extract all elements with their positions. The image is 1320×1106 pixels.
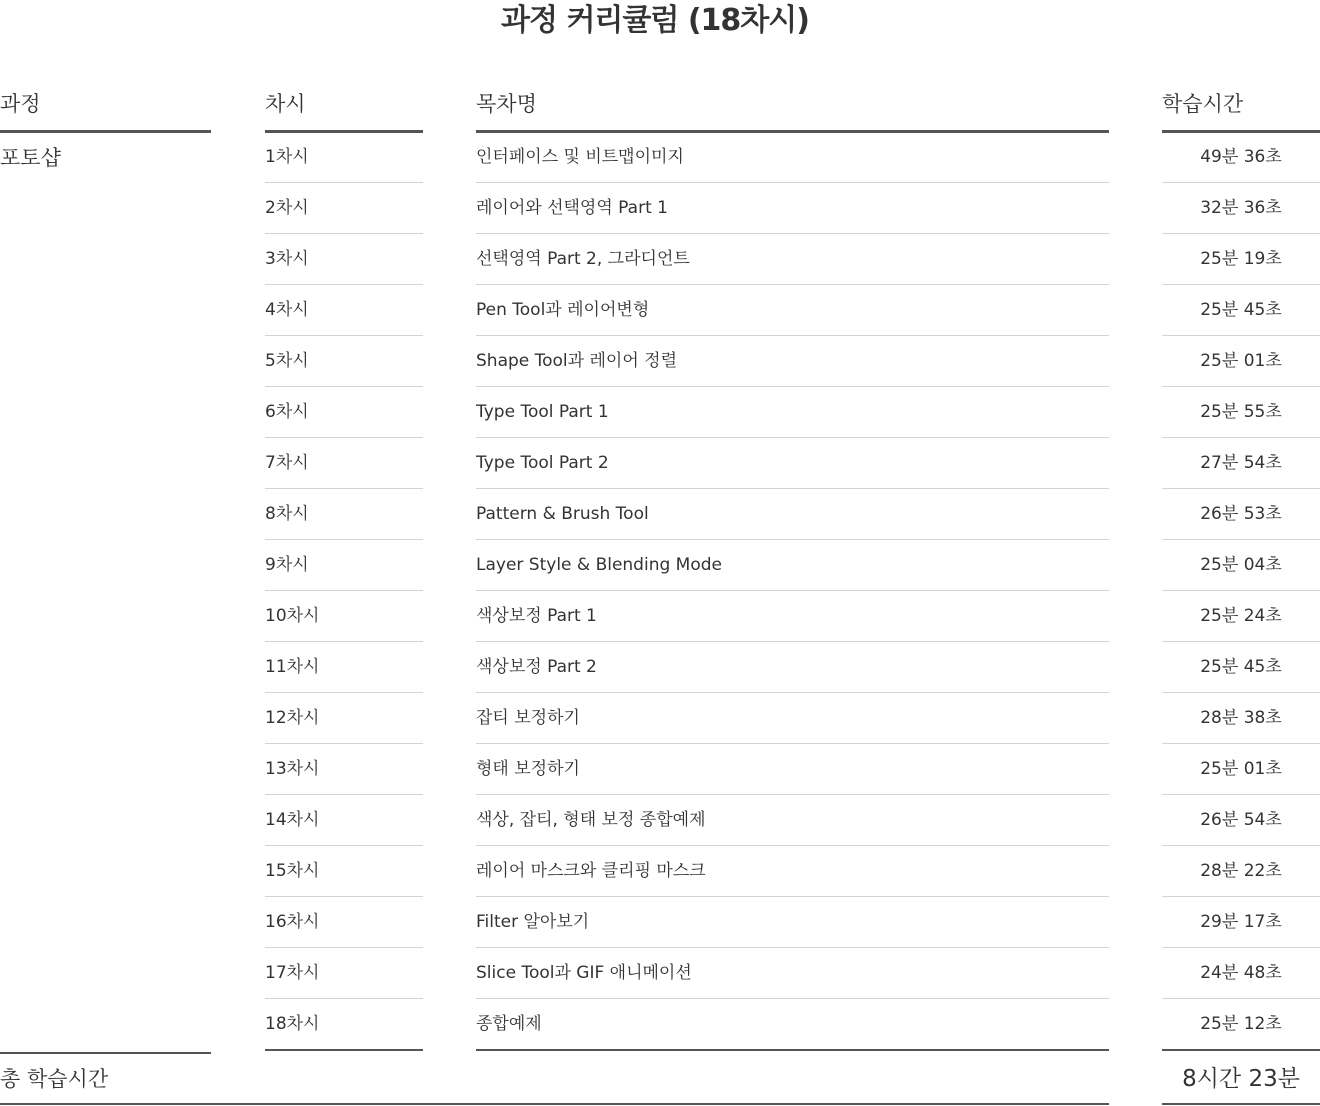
session-cell: 12차시 (265, 693, 423, 744)
course-column-divider (0, 1052, 211, 1054)
session-cell: 1차시 (265, 132, 423, 183)
session-cell: 8차시 (265, 489, 423, 540)
topic-cell: Type Tool Part 2 (476, 438, 1109, 489)
time-cell: 25분 24초 (1162, 591, 1320, 642)
session-cell: 4차시 (265, 285, 423, 336)
time-cell: 29분 17초 (1162, 897, 1320, 948)
time-cell: 49분 36초 (1162, 132, 1320, 183)
session-cell: 14차시 (265, 795, 423, 846)
topic-cell: 잡티 보정하기 (476, 693, 1109, 744)
page-title: 과정 커리큘럼 (18차시) (501, 3, 809, 38)
time-cell: 25분 45초 (1162, 285, 1320, 336)
topic-cell: Filter 알아보기 (476, 897, 1109, 948)
topic-cell: 색상보정 Part 1 (476, 591, 1109, 642)
time-cell: 32분 36초 (1162, 183, 1320, 234)
time-cell: 28분 38초 (1162, 693, 1320, 744)
total-divider-left (0, 1103, 1109, 1105)
time-cell: 26분 54초 (1162, 795, 1320, 846)
topic-cell: 형태 보정하기 (476, 744, 1109, 795)
session-cell: 7차시 (265, 438, 423, 489)
header-session: 차시 (265, 86, 423, 133)
topic-cell: Layer Style & Blending Mode (476, 540, 1109, 591)
topic-cell: 종합예제 (476, 999, 1109, 1051)
session-cell: 15차시 (265, 846, 423, 897)
session-cell: 2차시 (265, 183, 423, 234)
course-name: 포토샵 (0, 146, 61, 170)
session-cell: 5차시 (265, 336, 423, 387)
session-cell: 18차시 (265, 999, 423, 1051)
session-cell: 17차시 (265, 948, 423, 999)
session-cell: 3차시 (265, 234, 423, 285)
topic-cell: 선택영역 Part 2, 그라디언트 (476, 234, 1109, 285)
time-cell: 27분 54초 (1162, 438, 1320, 489)
topic-cell: 색상보정 Part 2 (476, 642, 1109, 693)
time-cell: 25분 01초 (1162, 744, 1320, 795)
time-cell: 25분 01초 (1162, 336, 1320, 387)
header-time: 학습시간 (1162, 86, 1320, 133)
time-column (1162, 132, 1320, 1051)
topic-cell: Type Tool Part 1 (476, 387, 1109, 438)
topic-cell: Pen Tool과 레이어변형 (476, 285, 1109, 336)
time-cell: 28분 22초 (1162, 846, 1320, 897)
session-cell: 9차시 (265, 540, 423, 591)
time-cell: 26분 53초 (1162, 489, 1320, 540)
header-course: 과정 (0, 86, 211, 133)
time-cell: 24분 48초 (1162, 948, 1320, 999)
session-cell: 13차시 (265, 744, 423, 795)
time-cell: 25분 04초 (1162, 540, 1320, 591)
topic-column (476, 132, 1109, 1051)
time-cell: 25분 19초 (1162, 234, 1320, 285)
topic-cell: 인터페이스 및 비트맵이미지 (476, 132, 1109, 183)
time-cell: 25분 12초 (1162, 999, 1320, 1051)
session-cell: 11차시 (265, 642, 423, 693)
topic-cell: 색상, 잡티, 형태 보정 종합예제 (476, 795, 1109, 846)
topic-cell: Slice Tool과 GIF 애니메이션 (476, 948, 1109, 999)
session-cell: 16차시 (265, 897, 423, 948)
session-column (265, 132, 423, 1051)
topic-cell: 레이어와 선택영역 Part 1 (476, 183, 1109, 234)
topic-cell: 레이어 마스크와 클리핑 마스크 (476, 846, 1109, 897)
session-cell: 10차시 (265, 591, 423, 642)
time-cell: 25분 45초 (1162, 642, 1320, 693)
session-cell: 6차시 (265, 387, 423, 438)
total-value: 8시간 23분 (1182, 1066, 1300, 1092)
topic-cell: Shape Tool과 레이어 정렬 (476, 336, 1109, 387)
header-topic: 목차명 (476, 86, 1109, 133)
topic-cell: Pattern & Brush Tool (476, 489, 1109, 540)
time-cell: 25분 55초 (1162, 387, 1320, 438)
total-divider-right (1162, 1103, 1320, 1105)
total-label: 총 학습시간 (0, 1067, 109, 1091)
